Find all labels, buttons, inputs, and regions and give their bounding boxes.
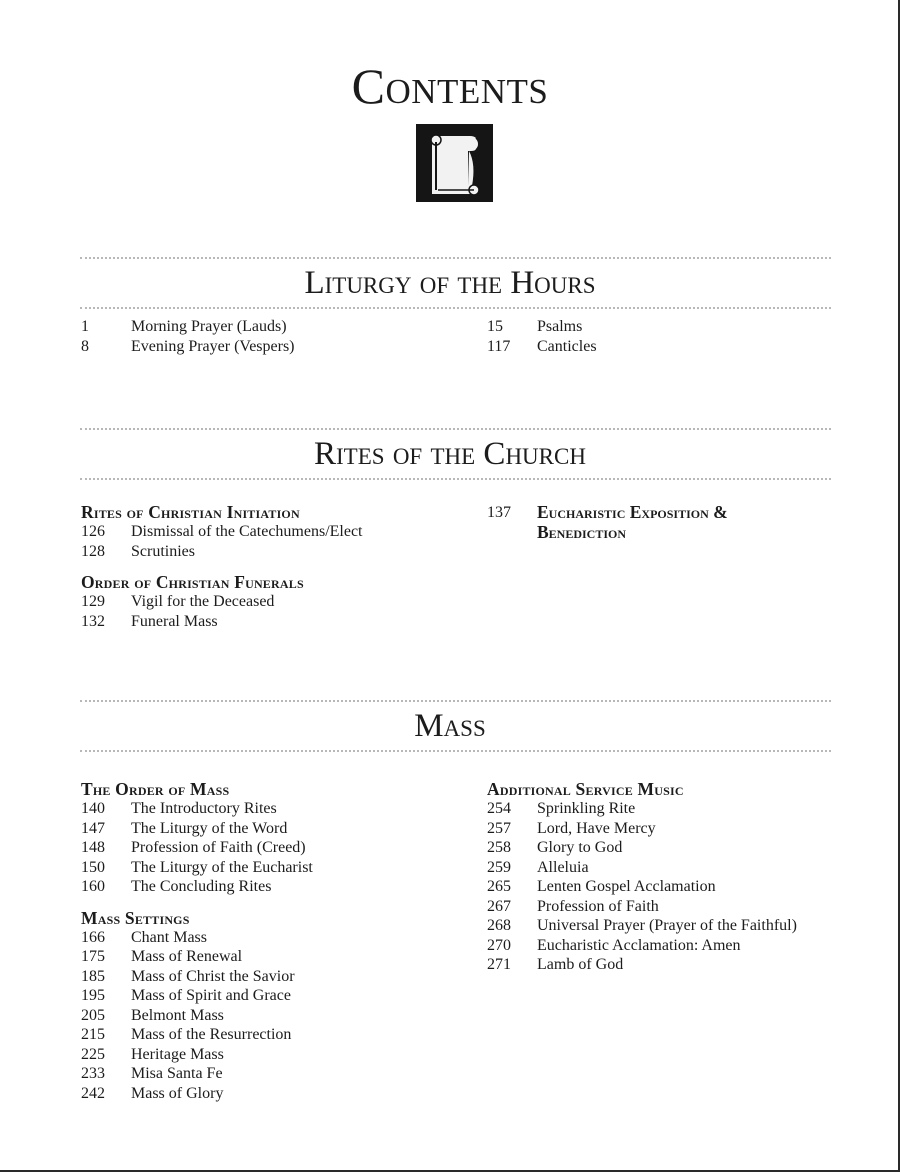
subsection-heading: Rites of Christian Initiation [81,502,300,522]
section-rule [80,700,831,702]
list-item[interactable]: 166 Chant Mass [81,928,207,946]
list-item[interactable]: 160 The Concluding Rites [81,878,272,895]
rites-left-column [81,502,363,631]
list-item[interactable]: 128 Scrutinies [81,542,195,560]
subsection-heading: Additional Service Music [487,779,684,799]
section-rule [80,428,831,430]
list-item[interactable]: 195 Mass of Spirit and Grace [81,987,291,1004]
list-item[interactable]: 257 Lord, Have Mercy [487,819,656,837]
list-item[interactable]: 8 Evening Prayer (Vespers) [81,337,295,355]
section-title-rites: Rites of the Church [314,436,586,472]
list-item[interactable]: 1 Morning Prayer (Lauds) [81,318,287,335]
list-item[interactable]: 268 Universal Prayer (Prayer of the Faithful) [487,917,797,934]
subsection-heading: Order of Christian Funerals [81,572,304,592]
liturgy-left-column [81,317,295,356]
list-item[interactable]: 150 The Liturgy of the Eucharist [81,858,313,876]
list-item[interactable]: 140 The Introductory Rites [81,800,277,817]
section-title-liturgy: Liturgy of the Hours [304,265,596,301]
list-item[interactable]: 242 Mass of Glory [81,1084,224,1102]
mass-left-column [81,779,313,1103]
liturgy-right-column [487,317,597,356]
section-title-mass: Mass [414,708,486,744]
list-item[interactable]: 205 Belmont Mass [81,1006,224,1024]
list-item[interactable]: 259 Alleluia [487,858,589,876]
list-item[interactable]: 233 Misa Santa Fe [81,1065,223,1082]
subsection-heading: Mass Settings [81,907,190,928]
list-item[interactable]: 270 Eucharistic Acclamation: Amen [487,936,741,954]
list-item[interactable]: 147 The Liturgy of the Word [81,819,288,837]
list-item[interactable]: 137 Eucharistic Exposition & Benediction [487,502,728,542]
section-rule [80,750,831,752]
section-rule [80,478,831,480]
list-item[interactable]: 271 Lamb of God [487,956,624,973]
list-item[interactable]: 129 Vigil for the Deceased [81,593,275,610]
list-item[interactable]: 265 Lenten Gospel Acclamation [487,878,716,895]
section-rule [80,307,831,309]
scroll-icon [416,124,493,202]
list-item[interactable]: 132 Funeral Mass [81,612,218,630]
section-rule [80,257,831,259]
list-item[interactable]: 117 Canticles [487,337,597,355]
list-item[interactable]: 185 Mass of Christ the Savior [81,967,295,985]
rites-right-column [487,502,767,542]
page-title: Contents [351,58,549,114]
list-item[interactable]: 15 Psalms [487,318,583,335]
list-item[interactable]: 148 Profession of Faith (Creed) [81,839,306,856]
mass-right-column [487,779,797,975]
list-item[interactable]: 215 Mass of the Resurrection [81,1026,292,1043]
list-item[interactable]: 254 Sprinkling Rite [487,800,636,817]
list-item[interactable]: 267 Profession of Faith [487,897,659,915]
list-item[interactable]: 175 Mass of Renewal [81,948,243,965]
list-item[interactable]: 258 Glory to God [487,839,623,856]
subsection-heading: The Order of Mass [81,779,230,799]
list-item[interactable]: 225 Heritage Mass [81,1045,224,1063]
list-item[interactable]: 126 Dismissal of the Catechumens/Elect [81,523,363,540]
